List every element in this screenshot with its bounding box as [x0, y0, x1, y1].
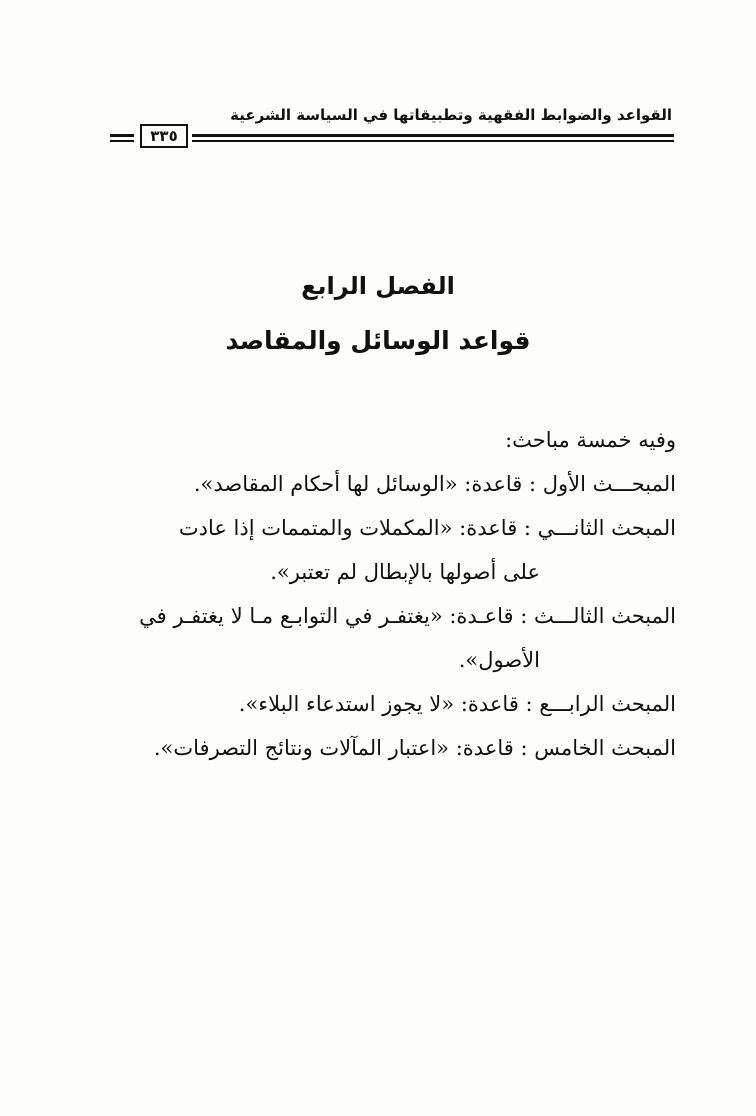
header-rule-long	[192, 134, 674, 142]
section-label: المبحـــث الأول : قاعدة:	[457, 472, 676, 496]
section-label: المبحث الرابـــع : قاعدة:	[454, 692, 676, 716]
section-line	[110, 506, 676, 550]
section-rule-text: «المكملات والمتممات إذا عادت	[178, 516, 453, 540]
section-item-4	[110, 682, 676, 726]
chapter-subtitle: قواعد الوسائل والمقاصد	[225, 326, 531, 355]
section-label: المبحث الثالـــث : قاعـدة:	[442, 604, 676, 628]
section-rule-continuation: على أصولها بالإبطال لم تعتبر».	[270, 560, 540, 584]
section-item-5	[110, 726, 676, 770]
body-text	[110, 418, 676, 770]
chapter-title: الفصل الرابع	[301, 272, 455, 300]
section-label: المبحث الخامس : قاعدة:	[449, 736, 676, 760]
running-header-title: القواعد والضوابط الفقهية وتطبيقاتها في السياسة الشرعية	[230, 106, 672, 124]
page-number-box: ٣٣٥	[140, 124, 188, 148]
section-label: المبحث الثانـــي : قاعدة:	[452, 516, 676, 540]
section-rule-continuation: الأصول».	[458, 648, 540, 672]
section-line	[110, 462, 676, 506]
section-rule-text: «الوسائل لها أحكام المقاصد».	[193, 472, 458, 496]
section-rule-text: «لا يجوز استدعاء البلاء».	[238, 692, 455, 716]
section-item-1	[110, 462, 676, 506]
section-rule-text: «يغتفـر في التوابـع مـا لا يغتفـر في	[139, 604, 443, 628]
section-line	[110, 594, 676, 638]
section-line	[110, 726, 676, 770]
intro-line: وفيه خمسة مباحث:	[505, 428, 676, 452]
section-item-3	[110, 594, 676, 682]
section-line	[110, 682, 676, 726]
section-item-2	[110, 506, 676, 594]
header-rule	[110, 124, 674, 152]
header-rule-short	[110, 134, 134, 142]
section-rule-text: «اعتبار المآلات ونتائج التصرفات».	[153, 736, 450, 760]
